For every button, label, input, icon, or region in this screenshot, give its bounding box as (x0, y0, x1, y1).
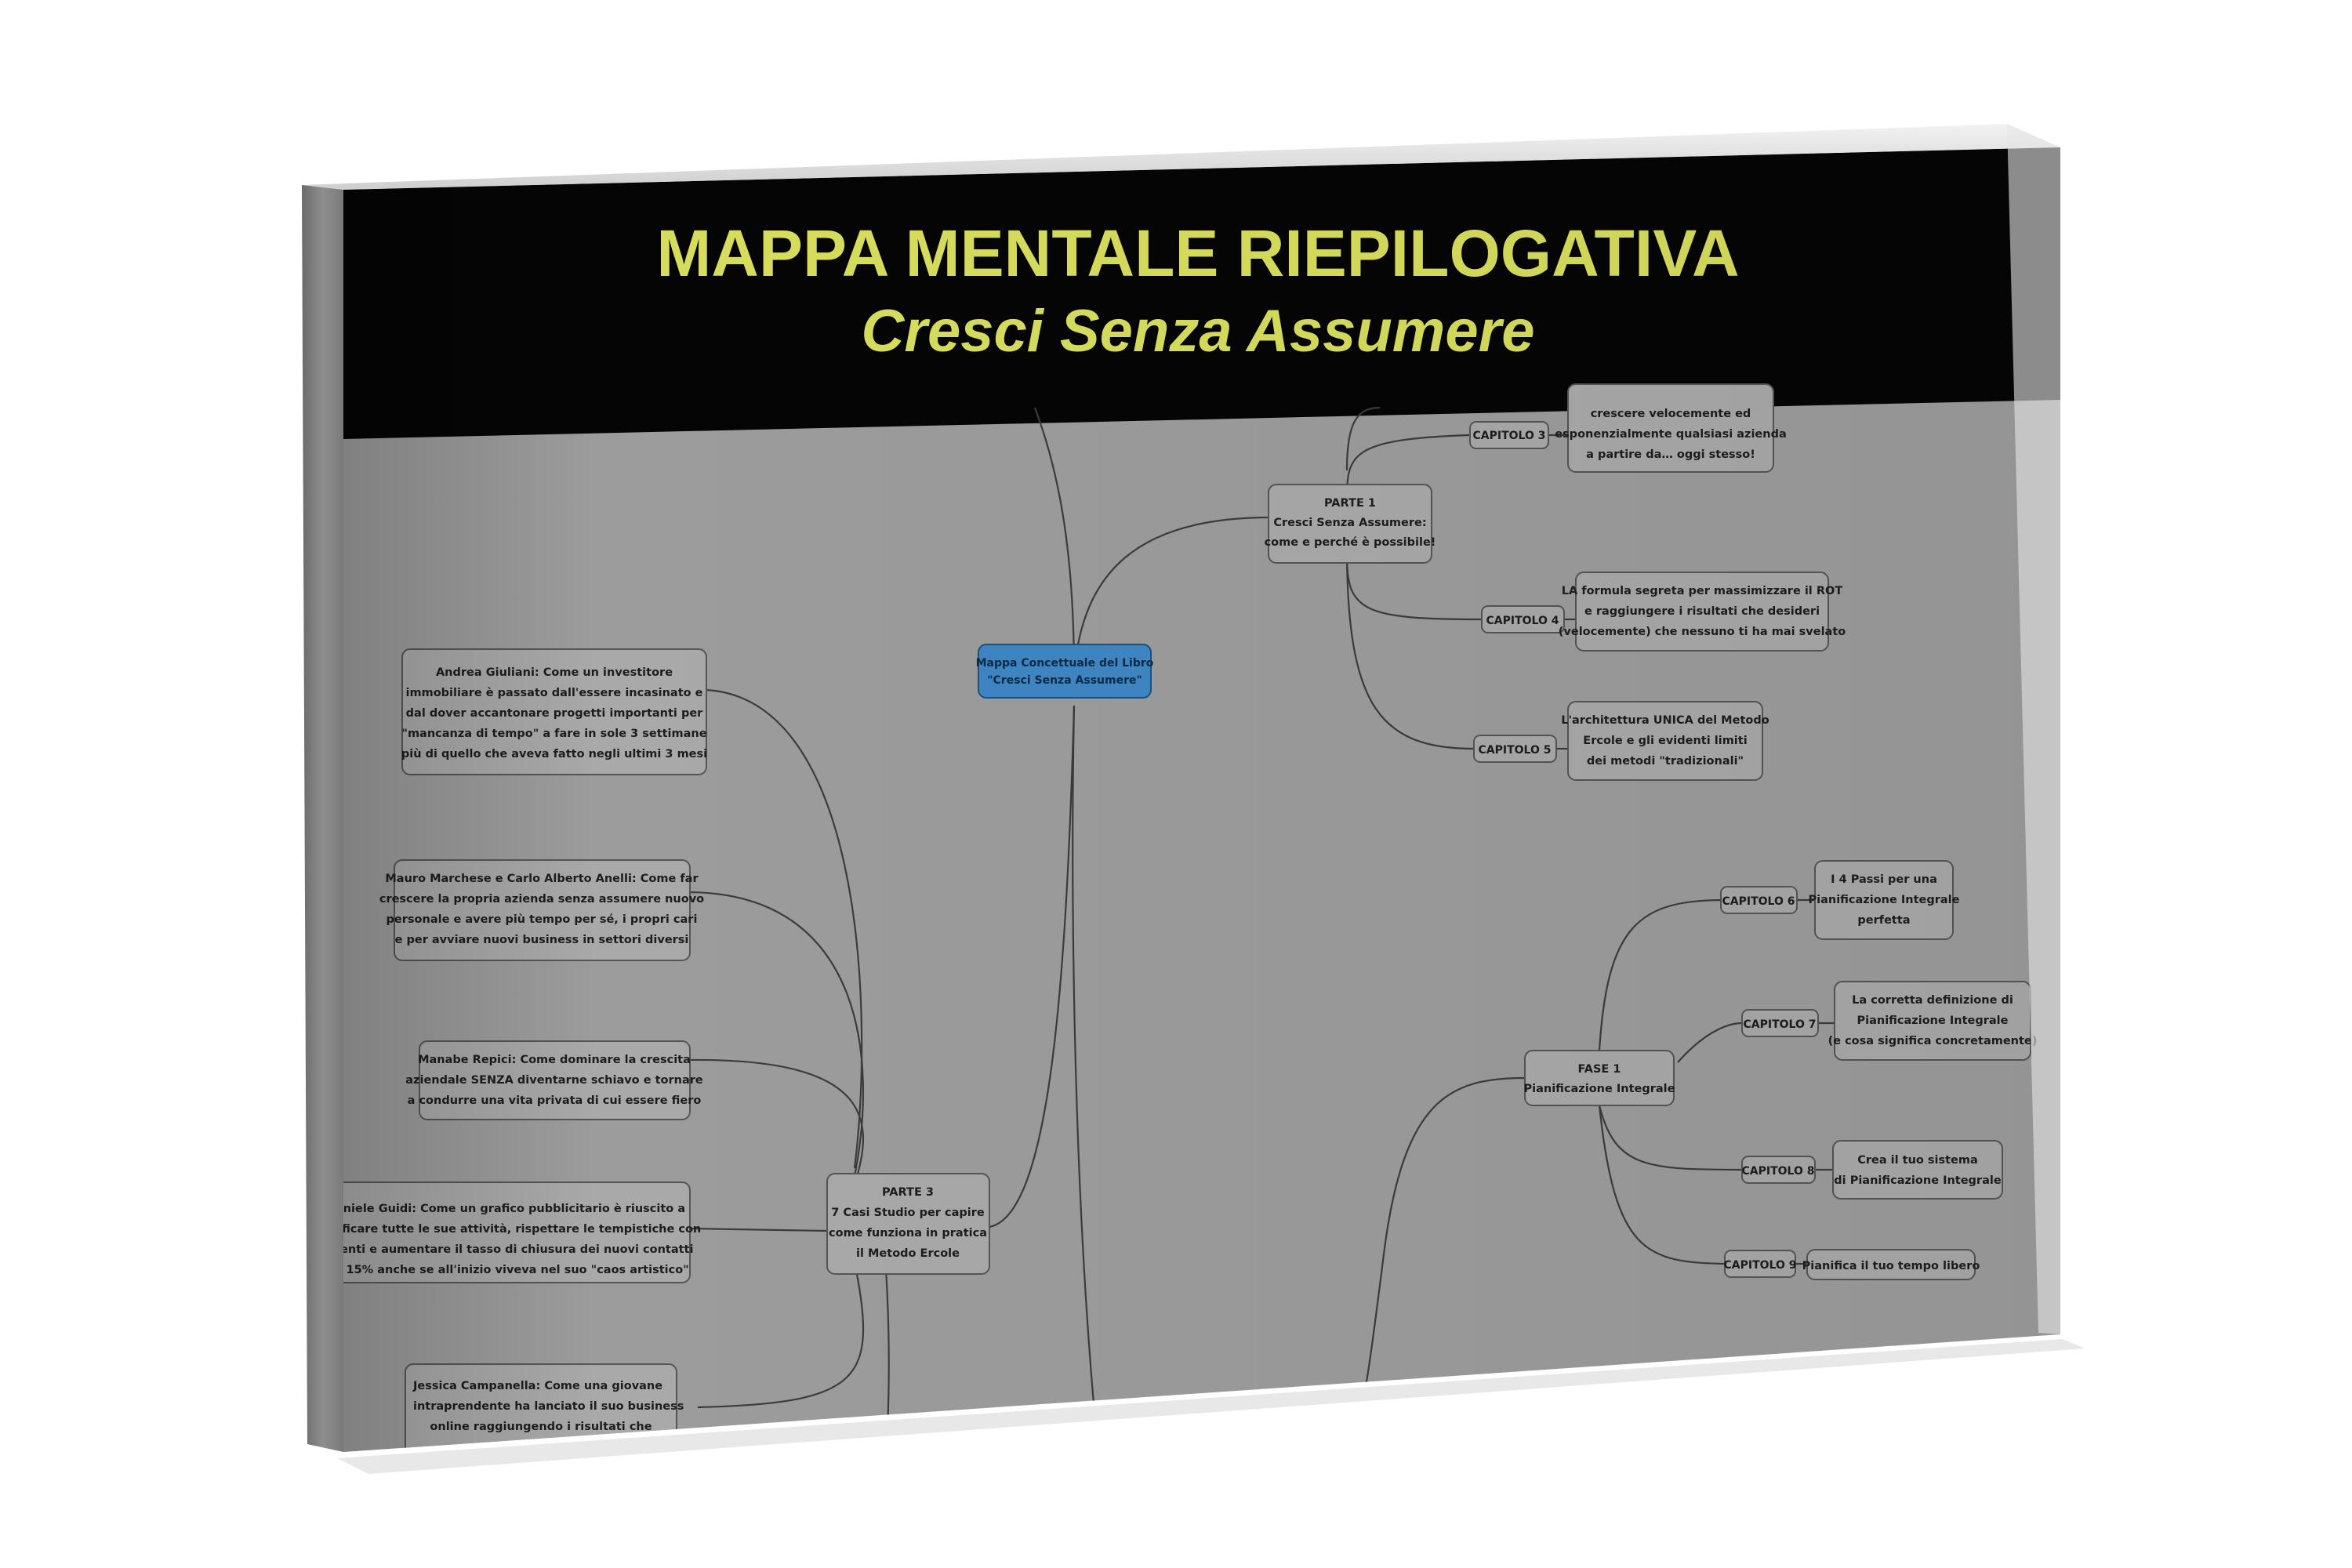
book-cover (310, 141, 2070, 1466)
book-spine (302, 185, 343, 1452)
cover-shading (337, 141, 2070, 1458)
